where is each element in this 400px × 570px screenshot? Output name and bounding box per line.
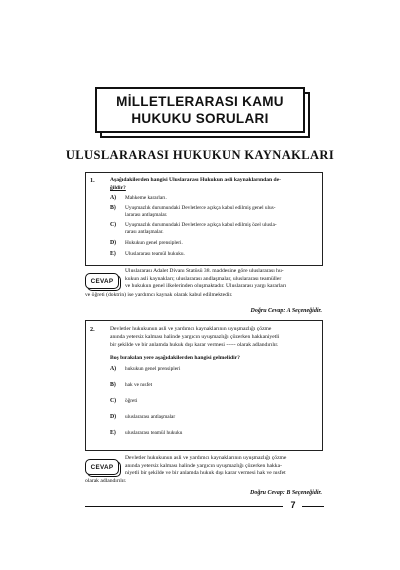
answer-line: ve hukukun genel ilkelerinden oluşmaktadır. Uluslararası yargı kararları bbox=[125, 283, 287, 290]
option-text-line-1: Uyuşmazlık durumundaki Devletlerce açıkça kabul edilmiş genel ulus- bbox=[125, 205, 276, 211]
option-c bbox=[110, 398, 318, 405]
option-text: öğreti bbox=[125, 398, 138, 404]
option-text: hukukun genel prensipleri bbox=[125, 366, 181, 372]
answer-line: anında yetersiz kalması halinde yargıcın uyuşmazlığı çözerken hakka- bbox=[125, 462, 282, 469]
option-e bbox=[110, 251, 318, 258]
question-stem bbox=[110, 176, 318, 192]
correct-answer-2: Doğru Cevap: B Seçeneğidir. bbox=[250, 490, 322, 496]
option-a bbox=[110, 366, 318, 373]
option-b bbox=[110, 205, 318, 219]
answer-line: Uluslararası Adalet Divanı Statüsü 38. maddesine göre uluslararası hu- bbox=[125, 268, 284, 274]
title-line-1: MİLLETLERARASI KAMU bbox=[116, 94, 284, 109]
answer-line: ve öğreti (doktrin) ise yardımcı kaynak olarak kabul edilmektedir. bbox=[85, 292, 233, 298]
option-letter: A) bbox=[110, 195, 117, 201]
option-text-line-1: Uyuşmazlık durumundaki Devletlerce açıkça kabul edilmiş özel ulusla- bbox=[125, 222, 277, 228]
answer-2-line-4 bbox=[85, 478, 323, 486]
title-line-2: HUKUKU SORULARI bbox=[131, 111, 269, 126]
answer-line: kukun asli kaynakları; uluslararası andlaşmalar, uluslararası teamüller bbox=[125, 275, 282, 282]
answer-badge bbox=[85, 273, 121, 291]
option-text-line-2: lararası antlaşmalar. bbox=[125, 212, 168, 219]
option-d bbox=[110, 240, 318, 247]
question-prompt: Boş bırakılan yere aşağıdakilerden hangisi gelmelidir? bbox=[110, 355, 240, 361]
option-letter: C) bbox=[110, 222, 117, 228]
question-number: 1. bbox=[90, 177, 95, 184]
section-heading: ULUSLARARASI HUKUKUN KAYNAKLARI bbox=[65, 148, 335, 162]
option-text: hak ve nısfet bbox=[125, 382, 153, 388]
option-b bbox=[110, 382, 318, 389]
answer-1-line-4 bbox=[85, 292, 323, 300]
answer-line: Devletler hukukunun asli ve yardımcı kaynaklarının uyuşmazlığı çözme bbox=[125, 455, 287, 461]
question-stem-line: bir şekilde ve bir anlamda hukuk dışı karar vermesi ----- olarak adlandırılır. bbox=[110, 342, 279, 348]
answer-badge-label: CEVAP bbox=[85, 273, 119, 289]
answer-badge-label: CEVAP bbox=[85, 459, 119, 475]
answer-line: niyetli bir şekilde ve bir anlamda hukuk dışı karar vermesi hak ve nısfet bbox=[125, 470, 286, 477]
question-number: 2. bbox=[90, 326, 95, 333]
answer-badge bbox=[85, 459, 121, 477]
option-d bbox=[110, 414, 318, 421]
question-stem bbox=[110, 325, 318, 349]
question-stem-line: anında yetersiz kalması halinde yargıcın uyuşmazlığı çözerken hakkaniyetli bbox=[110, 334, 280, 340]
question-stem-line-2: ğildir? bbox=[110, 185, 126, 191]
answer-line: olarak adlandırılır. bbox=[85, 478, 127, 484]
option-letter: D) bbox=[110, 414, 117, 420]
question-2-box bbox=[85, 320, 323, 451]
option-text: Uluslararası teamül hukuku. bbox=[125, 251, 185, 257]
option-c bbox=[110, 222, 318, 236]
option-letter: A) bbox=[110, 366, 117, 372]
option-text-line-2: rarası antlaşmalar. bbox=[125, 229, 164, 236]
question-stem-line-1: Aşağıdakilerden hangisi Uluslararası Hukukun asli kaynaklarından de- bbox=[110, 177, 281, 183]
option-letter: E) bbox=[110, 251, 116, 257]
option-text: uluslararası antlaşmalar bbox=[125, 414, 176, 420]
correct-answer-1: Doğru Cevap: A Seçeneğidir. bbox=[250, 308, 322, 314]
option-e bbox=[110, 430, 318, 437]
option-a bbox=[110, 195, 318, 202]
option-text: Mahkeme kararları. bbox=[125, 195, 167, 201]
page-number: 7 bbox=[290, 500, 296, 510]
question-1-box bbox=[85, 172, 323, 266]
option-text: Hukukun genel prensipleri. bbox=[125, 240, 183, 246]
footer-rule-right bbox=[302, 506, 324, 507]
footer-rule-left bbox=[85, 506, 283, 507]
option-letter: D) bbox=[110, 240, 117, 246]
title-box bbox=[95, 87, 305, 133]
option-letter: E) bbox=[110, 430, 116, 436]
answer-1-lines-1-3 bbox=[125, 268, 323, 291]
option-letter: B) bbox=[110, 382, 116, 388]
option-letter: C) bbox=[110, 398, 117, 404]
answer-2-lines-1-3 bbox=[125, 455, 323, 478]
question-stem-line: Devletler hukukunun asli ve yardımcı kaynaklarının uyuşmazlığı çözme bbox=[110, 326, 272, 332]
option-text: uluslararası teamül hukuku bbox=[125, 430, 183, 436]
option-letter: B) bbox=[110, 205, 116, 211]
